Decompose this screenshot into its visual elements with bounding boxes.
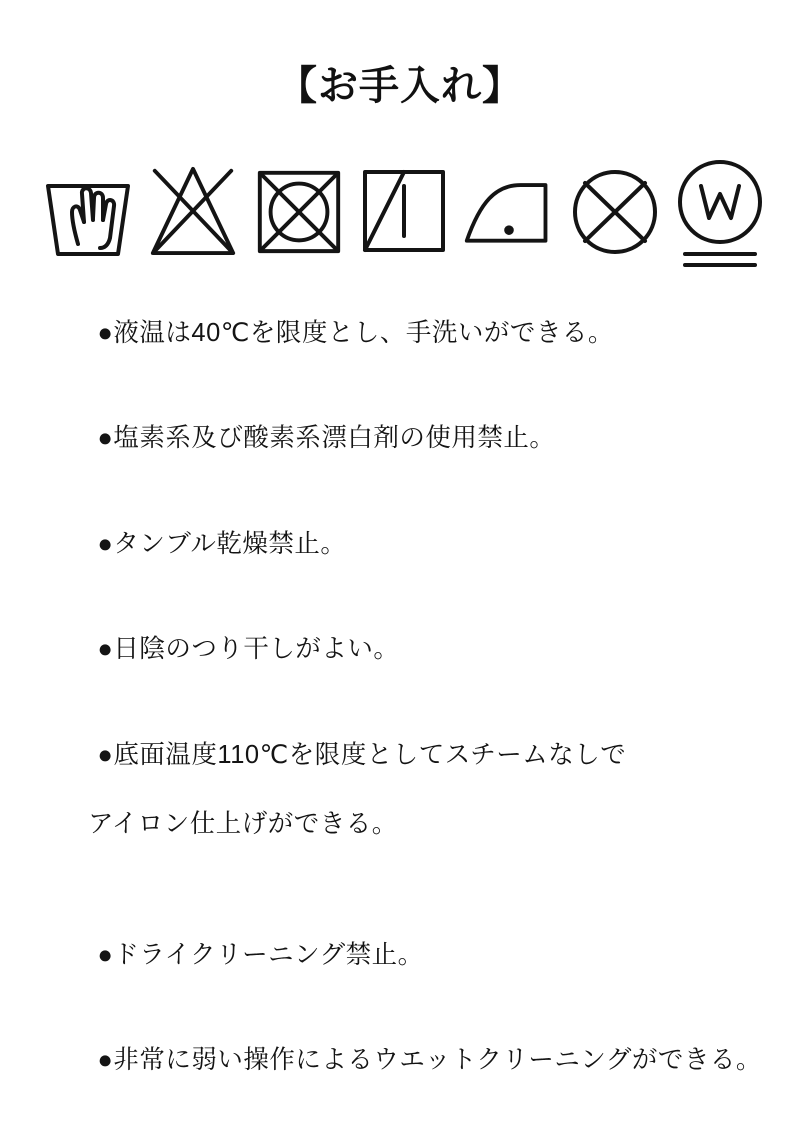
care-instruction-text: ●底面温度110℃を限度としてスチームなしで (97, 740, 627, 769)
list-item (52, 1023, 768, 1100)
do-not-dry-clean-symbol (567, 158, 663, 270)
wet-clean-very-mild-symbol (672, 158, 768, 270)
do-not-bleach-symbol (145, 158, 241, 270)
care-instruction-continuation: アイロン仕上げができる。 (88, 809, 398, 838)
drip-dry-in-shade-symbol (356, 158, 452, 270)
list-item (52, 612, 768, 689)
list-item (52, 506, 768, 583)
do-not-tumble-dry-symbol (251, 158, 347, 270)
care-instruction-text: ●液温は40℃を限度とし、手洗いができる。 (97, 318, 614, 347)
care-instruction-list (52, 295, 768, 1128)
care-instruction-text: ●タンブル乾燥禁止。 (97, 529, 347, 558)
iron-low-temperature-symbol (461, 158, 557, 270)
list-item (52, 917, 768, 994)
care-instruction-text: ●非常に弱い操作によるウエットクリーニングができる。 (97, 1046, 762, 1074)
care-symbol-row (40, 158, 768, 270)
list-item (52, 295, 768, 372)
list-item (52, 401, 768, 478)
list-item (52, 717, 768, 888)
care-instruction-text: ●日陰のつり干しがよい。 (97, 635, 400, 663)
page-title: 【お手入れ】 (277, 64, 523, 108)
hand-wash-40-symbol (40, 158, 136, 270)
care-instruction-text: ●ドライクリーニング禁止。 (97, 940, 424, 969)
care-instruction-text: ●塩素系及び酸素系漂白剤の使用禁止。 (97, 424, 556, 452)
